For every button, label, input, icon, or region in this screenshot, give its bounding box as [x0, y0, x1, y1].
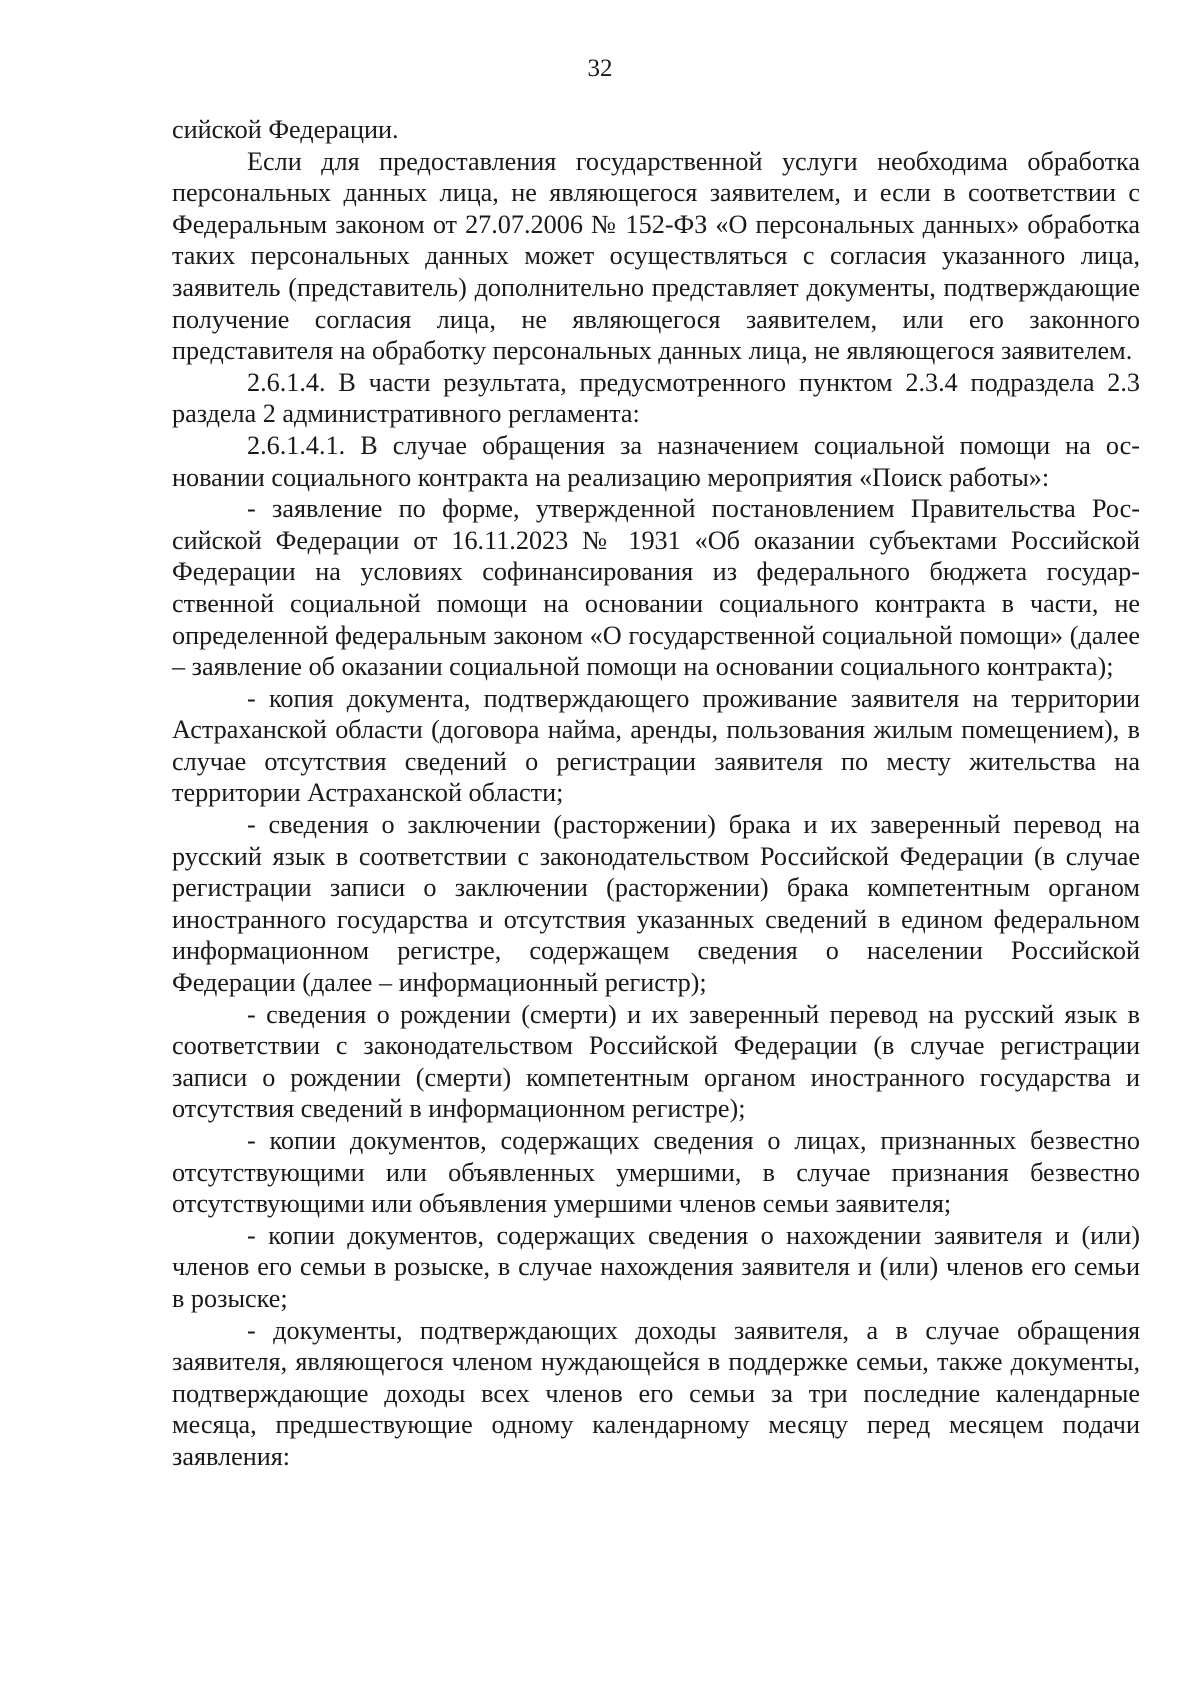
- list-item-residence-document: - копия документа, подтверждающего проживание заявителя на территории Астраханской области (договора найма, аренды, пользования жилым помещением), в случае отсутствия сведений о регистрации заявителя по месту жительства на территории Астраханской области;: [172, 683, 1140, 808]
- paragraph-clause-2-6-1-4-1: 2.6.1.4.1. В случае обращения за назначением социальной помощи на основании социального контракта на реализацию мероприятия «Поиск работы»:: [172, 430, 1140, 492]
- document-body: [172, 114, 1140, 1473]
- list-item-marriage-info: - сведения о заключении (расторжении) брака и их заверенный перевод на русский язык в соответствии с законодательством Российской Федерации (в случае регистрации записи о заключении (расторжении) брака компетентным органом иностранного государства и отсутствия указанных сведений в едином федеральном информационном регистре, содержащем сведения о населении Российской Федерации (далее – информационный регистр);: [172, 810, 1140, 998]
- list-item-missing-persons: - копии документов, содержащих сведения о лицах, признанных безвестно отсутствующими или объявленных умершими, в случае признания безвестно отсутствующими или объявления умершими членов семьи заявителя;: [172, 1126, 1140, 1219]
- list-item-birth-death-info: - сведения о рождении (смерти) и их заверенный перевод на русский язык в соответствии с законодательством Российской Федерации (в случае регистрации записи о рождении (смерти) компетентным органом иностранного государства и отсутствия сведений в информационном регистре);: [172, 999, 1140, 1124]
- list-item-income-documents: - документы, подтверждающих доходы заявителя, а в случае обращения заявителя, являющегося членом нуждающейся в поддержке семьи, также документы, подтверждающие доходы всех членов его семьи за три последние календарные месяца, предшествующие одному календарному месяцу перед месяцем подачи заявления:: [172, 1315, 1140, 1471]
- list-item-wanted-persons: - копии документов, содержащих сведения о нахождении заявителя и (или) членов его семьи в розыске, в случае нахождения заявителя и (или) членов его семьи в розыске;: [172, 1220, 1140, 1313]
- list-item-application-form: - заявление по форме, утвержденной постановлением Правительства Российской Федерации от 16.11.2023 № 1931 «Об оказании субъектами Российской Федерации на условиях софинансирования из федерального бюджета государственной социальной помощи на основании социального контракта в части, не определенной федеральным законом «О государственной социальной помощи» (далее – заявление об оказании социальной помощи на основании социального контракта);: [172, 494, 1140, 682]
- paragraph-personal-data-consent: Если для предоставления государственной услуги необходима обработка персональных данных лица, не являющегося заявителем, и если в соответствии с Федеральным законом от 27.07.2006 № 152-ФЗ «О персональных данных» обработка таких персональных данных может осуществляться с согласия указанного лица, заявитель (представитель) дополнительно представляет документы, подтверждающие получение согласия лица, не являющегося заявителем, или его законного представителя на обработку персональных данных лица, не являющегося заявителем.: [172, 146, 1140, 366]
- paragraph-clause-2-6-1-4: 2.6.1.4. В части результата, предусмотренного пунктом 2.3.4 подраздела 2.3 раздела 2 административного регламента:: [172, 367, 1140, 429]
- paragraph-continuation: сийской Федерации.: [172, 115, 399, 144]
- page-number: 32: [587, 55, 613, 82]
